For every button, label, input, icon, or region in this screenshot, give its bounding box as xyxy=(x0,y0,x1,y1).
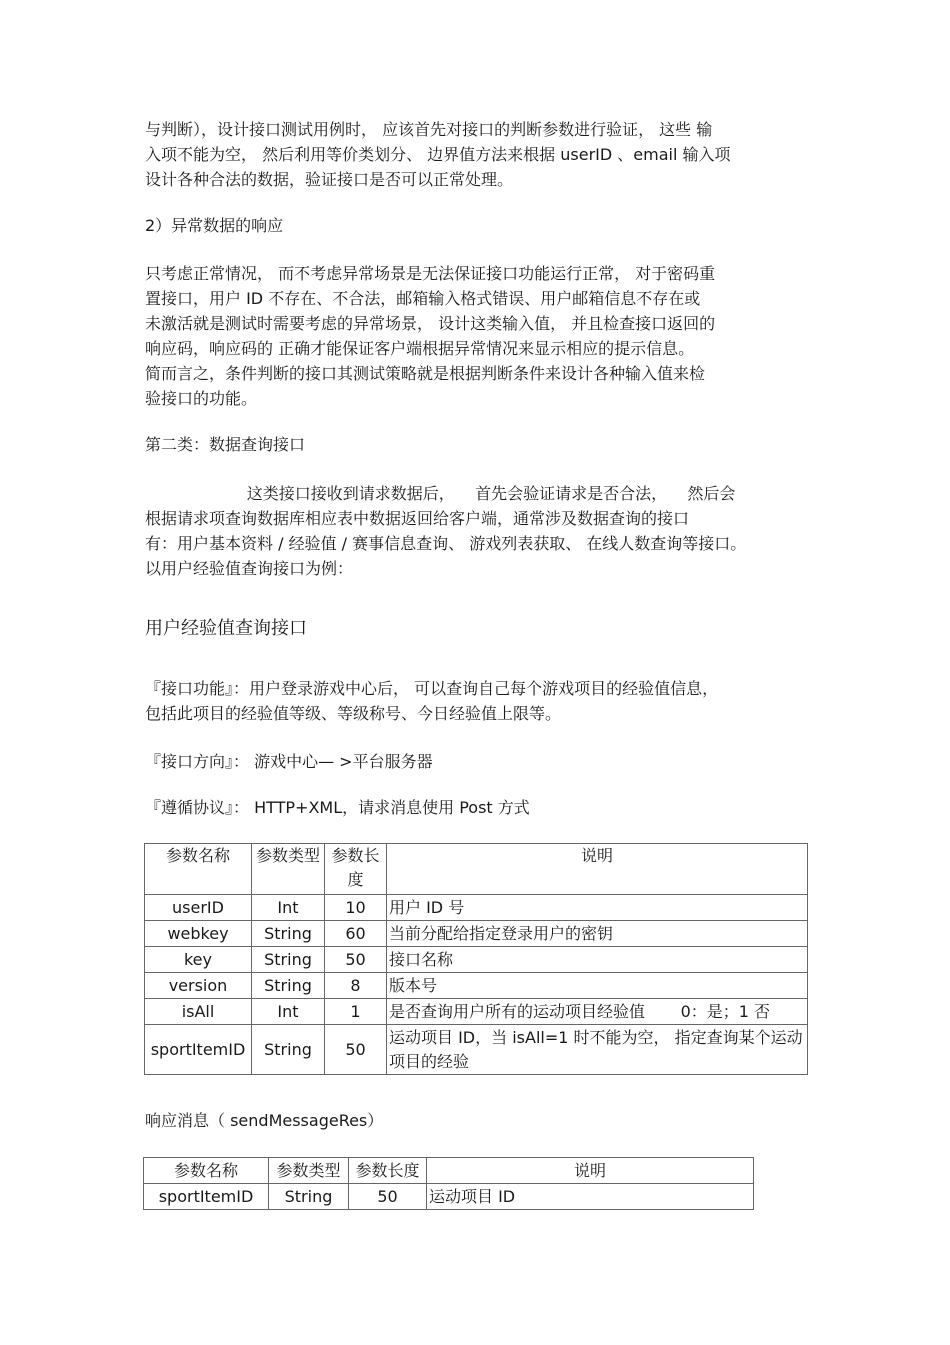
col-header-length: 参数长度 xyxy=(349,1158,427,1184)
table-header-row xyxy=(145,844,808,895)
paragraph-protocol: 『遵循协议』： HTTP+XML，请求消息使用 Post 方式 xyxy=(145,798,530,817)
col-header-length: 参数长度 xyxy=(325,844,387,895)
col-header-desc: 说明 xyxy=(387,844,808,895)
col-header-name: 参数名称 xyxy=(144,1158,269,1184)
paragraph-response-message: 响应消息（ sendMessageRes） xyxy=(145,1111,384,1130)
request-params-table xyxy=(144,843,808,1075)
table-row: isAll Int 1 是否查询用户所有的运动项目经验值 0：是；1 否 xyxy=(145,999,808,1025)
section-title: 用户经验值查询接口 xyxy=(145,618,307,639)
table-row: version String 8 版本号 xyxy=(145,973,808,999)
paragraph-query-interface: 这类接口接收到请求数据后， 首先会验证请求是否合法， 然后会 根据请求项查询数据库相应表中数据返回给客户端，通常涉及数据查询的接口 有：用户基本资料 / 经验值 / 赛事信息查询、 游戏列表获取、 在线人数查询等接口。 以用户经验值查询接口为例： xyxy=(145,484,747,578)
response-params-table xyxy=(143,1157,754,1210)
paragraph-interface-function: 『接口功能』：用户登录游戏中心后， 可以查询自己每个游戏项目的经验值信息， 包括此项目的经验值等级、等级称号、今日经验值上限等。 xyxy=(145,679,719,723)
col-header-type: 参数类型 xyxy=(269,1158,349,1184)
col-header-type: 参数类型 xyxy=(252,844,325,895)
subheading-abnormal-data: 2）异常数据的响应 xyxy=(145,216,284,235)
paragraph-interface-direction: 『接口方向』： 游戏中心— >平台服务器 xyxy=(145,752,433,771)
table-row: webkey String 60 当前分配给指定登录用户的密钥 xyxy=(145,921,808,947)
subheading-query-interface: 第二类：数据查询接口 xyxy=(145,435,306,454)
col-header-desc: 说明 xyxy=(427,1158,754,1184)
col-header-name: 参数名称 xyxy=(145,844,252,895)
table-header-row xyxy=(144,1158,754,1184)
table-row: sportItemID String 50 运动项目 ID xyxy=(144,1184,754,1210)
paragraph-abnormal-data: 只考虑正常情况， 而不考虑异常场景是无法保证接口功能运行正常， 对于密码重 置接口，用户 ID 不存在、不合法，邮箱输入格式错误、用户邮箱信息不存在或 未激活就是测试时需要考虑的异常场景， 设计这类输入值， 并且检查接口返回的 响应码，响应码的 正确才能保证客户端根据异常情况来显示相应的提示信息。 简而言之，条件判断的接口其测试策略就是根据判断条件来设计各种输入值来检 验接口的功能。 xyxy=(145,264,716,408)
paragraph-validation-intro: 与判断），设计接口测试用例时， 应该首先对接口的判断参数进行验证， 这些 输 入项不能为空， 然后利用等价类划分、 边界值方法来根据 userID 、email 输入项 设计各种合法的数据，验证接口是否可以正常处理。 xyxy=(145,120,731,189)
table-row: userID Int 10 用户 ID 号 xyxy=(145,895,808,921)
table-row: sportItemID String 50 运动项目 ID，当 isAll=1 时不能为空， 指定查询某个运动项目的经验 xyxy=(145,1025,808,1075)
table-row: key String 50 接口名称 xyxy=(145,947,808,973)
